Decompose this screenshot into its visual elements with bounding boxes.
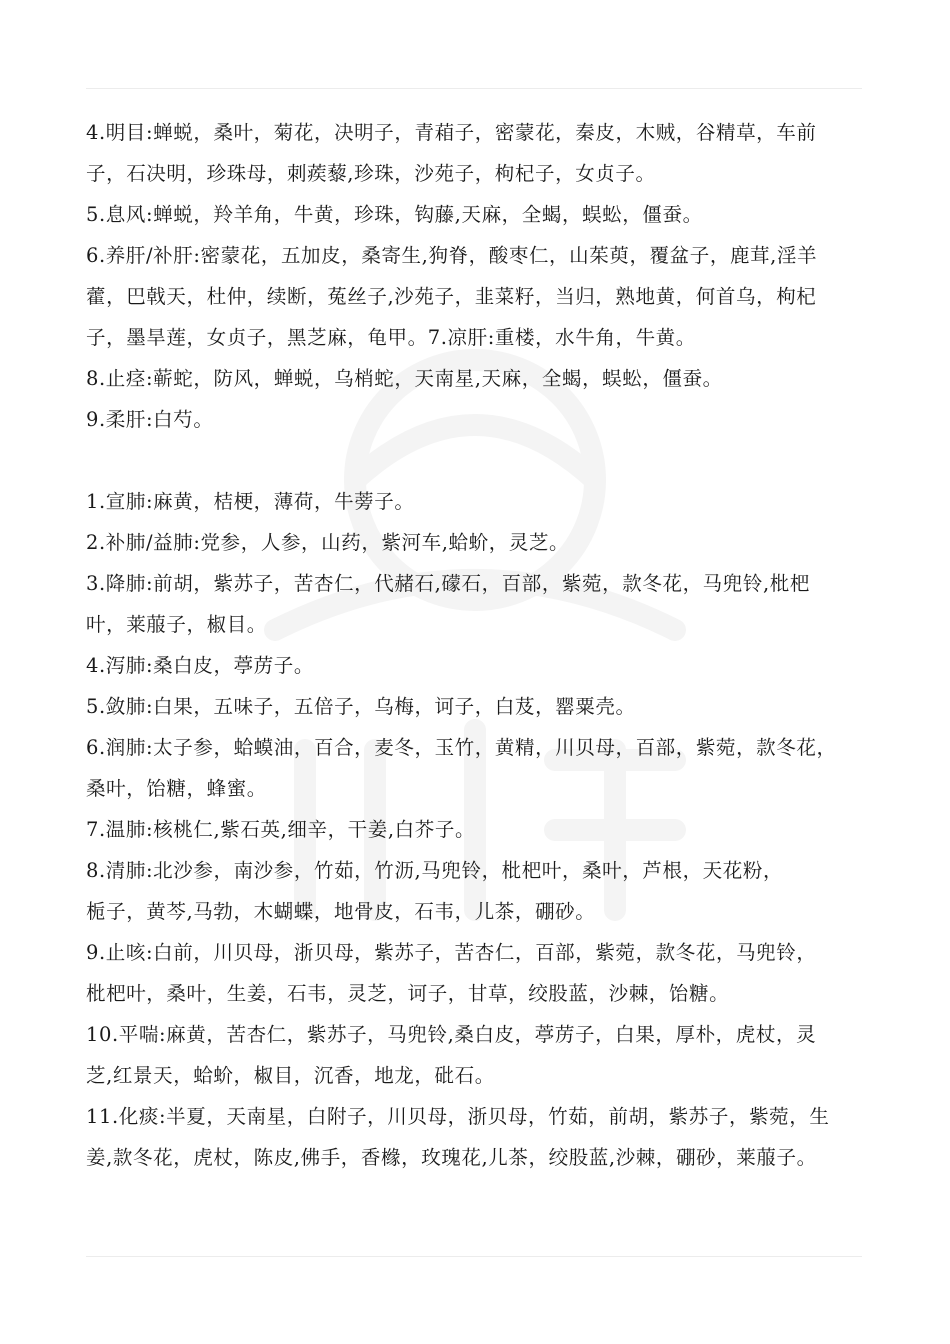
text-line: 桑叶，饴糖，蜂蜜。 xyxy=(86,777,267,800)
text-line: 1.宣肺:麻黄，桔梗，薄荷，牛蒡子。 xyxy=(86,490,415,513)
text-line: 7.温肺:核桃仁,紫石英,细辛，干姜,白芥子。 xyxy=(86,818,476,841)
text-line: 3.降肺:前胡，紫苏子，苦杏仁，代赭石,礞石，百部，紫菀，款冬花，马兜铃,枇杷 xyxy=(86,572,810,595)
text-line: 芝,红景天，蛤蚧，椒目，沉香，地龙，砒石。 xyxy=(86,1064,495,1087)
text-line: 11.化痰:半夏，天南星，白附子，川贝母，浙贝母，竹茹，前胡，紫苏子，紫菀，生 xyxy=(86,1105,830,1128)
text-line: 藿，巴戟天，杜仲，续断，菟丝子,沙苑子，韭菜籽，当归，熟地黄，何首乌，枸杞 xyxy=(86,285,817,308)
document-body xyxy=(86,112,886,1178)
section-lung xyxy=(86,481,886,1178)
footer-rule xyxy=(86,1256,862,1257)
text-line: 10.平喘:麻黄，苦杏仁，紫苏子，马兜铃,桑白皮，葶苈子，白果，厚朴，虎杖，灵 xyxy=(86,1023,817,1046)
text-line: 4.泻肺:桑白皮，葶苈子。 xyxy=(86,654,314,677)
text-line: 栀子，黄芩,马勃，木蝴蝶，地骨皮，石韦，儿茶，硼砂。 xyxy=(86,900,596,923)
text-line: 6.养肝/补肝:密蒙花，五加皮，桑寄生,狗脊，酸枣仁，山茱萸，覆盆子，鹿茸,淫羊 xyxy=(86,244,818,267)
text-line: 4.明目:蝉蜕，桑叶，菊花，决明子，青葙子，密蒙花，秦皮，木贼，谷精草，车前 xyxy=(86,121,817,144)
text-line: 9.柔肝:白芍。 xyxy=(86,408,214,431)
text-line: 姜,款冬花，虎杖，陈皮,佛手，香橼，玫瑰花,儿茶，绞股蓝,沙棘，硼砂，莱菔子。 xyxy=(86,1146,817,1169)
text-line: 2.补肺/益肺:党参，人参，山药，紫河车,蛤蚧，灵芝。 xyxy=(86,531,570,554)
text-line: 枇杷叶，桑叶，生姜，石韦，灵芝，诃子，甘草，绞股蓝，沙棘，饴糖。 xyxy=(86,982,730,1005)
text-line: 6.润肺:太子参，蛤蟆油，百合，麦冬，玉竹，黄精，川贝母，百部，紫菀，款冬花， xyxy=(86,736,837,759)
text-line: 5.息风:蝉蜕，羚羊角，牛黄，珍珠，钩藤,天麻，全蝎，蜈蚣，僵蚕。 xyxy=(86,203,703,226)
text-line: 子，墨旱莲，女贞子，黑芝麻，龟甲。7.凉肝:重楼，水牛角，牛黄。 xyxy=(86,326,696,349)
text-line: 5.敛肺:白果，五味子，五倍子，乌梅，诃子，白芨，罂粟壳。 xyxy=(86,695,636,718)
section-liver xyxy=(86,112,886,440)
text-line: 8.止痉:蕲蛇，防风，蝉蜕，乌梢蛇，天南星,天麻，全蝎，蜈蚣，僵蚕。 xyxy=(86,367,723,390)
text-line: 8.清肺:北沙参，南沙参，竹茹，竹沥,马兜铃，枇杷叶，桑叶，芦根，天花粉， xyxy=(86,859,784,882)
text-line: 叶，莱菔子，椒目。 xyxy=(86,613,267,636)
text-line: 子，石决明，珍珠母，刺蒺藜,珍珠，沙苑子，枸杞子，女贞子。 xyxy=(86,162,656,185)
header-rule xyxy=(86,88,862,89)
section-gap xyxy=(86,440,886,481)
text-line: 9.止咳:白前，川贝母，浙贝母，紫苏子，苦杏仁，百部，紫菀，款冬花，马兜铃， xyxy=(86,941,817,964)
